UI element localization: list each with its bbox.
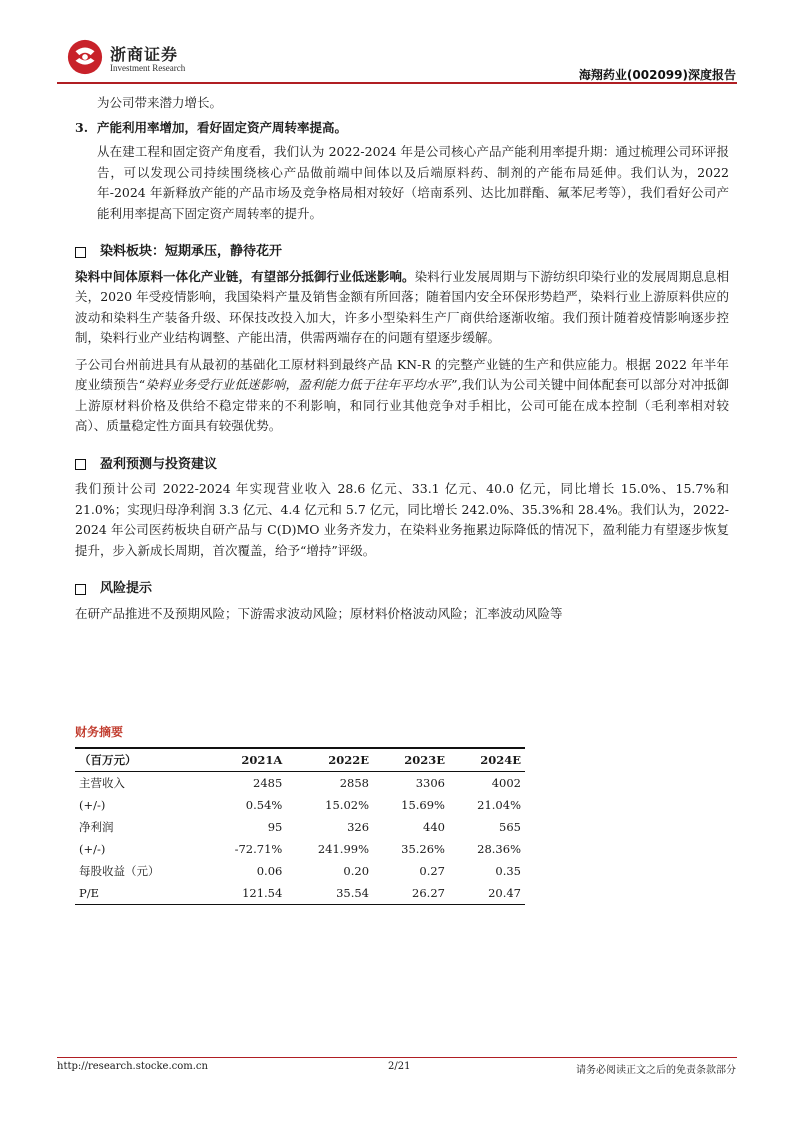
section-title: 风险提示 <box>100 581 153 596</box>
section-title: 盈利预测与投资建议 <box>100 456 218 472</box>
section-heading-dye <box>75 242 729 263</box>
checkbox-bullet-icon <box>75 459 86 470</box>
table-cell: 35.54 <box>286 882 373 905</box>
header-cell: 2021A <box>205 748 287 772</box>
table-cell: 2858 <box>339 776 370 790</box>
checkbox-bullet-icon <box>75 584 86 595</box>
table-row <box>75 816 525 838</box>
logo-english-name: Investment Research <box>110 63 186 73</box>
header-cell: 2024E <box>449 748 525 772</box>
table-row <box>75 838 525 860</box>
table-cell: (+/-) <box>79 798 106 812</box>
dye-paragraph-1 <box>75 267 729 349</box>
header-cell: 2022E <box>286 748 373 772</box>
table-cell: 每股收益（元） <box>79 864 160 878</box>
checkbox-bullet-icon <box>75 247 86 258</box>
table-cell: 4002 <box>491 776 521 790</box>
table-cell: 121.54 <box>205 882 287 905</box>
table-cell: 26.27 <box>373 882 449 905</box>
report-title: 海翔药业(002099)深度报告 <box>578 68 736 82</box>
table-cell: 3306 <box>415 776 445 790</box>
table-cell: (+/-) <box>79 842 106 856</box>
numbered-item-3 <box>75 118 729 139</box>
table-cell: -72.71% <box>234 842 283 856</box>
dye-paragraph-2 <box>75 355 729 437</box>
paragraph-text: ”,我们认为公司关键中间体配套可以部分对冲抵御上游原材料价格及供给不稳定带来的不利影响，和同行业其他竞争对手相比，公司可能在成本控制（毛利率相对较高）、质量稳定性方面具有较强优势。 <box>75 377 729 433</box>
table-cell: 21.04% <box>477 798 521 812</box>
table-cell: 440 <box>423 820 445 834</box>
table-cell: 净利润 <box>79 820 114 834</box>
item-body: 从在建工程和固定资产角度看，我们认为 2022-2024 年是公司核心产品产能利用率提升期：通过梳理公司环评报告，可以发现公司持续围绕核心产品做前端中间体以及后端原料药、制剂的产能布局延伸。我们认为，2022 年-2024 年新释放产能的产品市场及竞争格局相对较好（培南系列、达比加群酯、氟苯尼考等），我们看好公司产能利用率提高下固定资产周转率的提升。 <box>97 144 729 221</box>
quoted-forecast: 染料业务受行业低迷影响，盈利能力低于往年平均水平 <box>145 377 452 392</box>
section-title: 染料板块：短期承压，静待花开 <box>100 244 283 259</box>
forecast-paragraph: 我们预计公司 2022-2024 年实现营业收入 28.6 亿元、33.1 亿元、40.0 亿元，同比增长 15.0%、15.7%和 21.0%；实现归母净利润 3.3 亿元、4.4 亿元和 5.7 亿元，同比增长 242.0%、35.3%和 28.4%。我们认为，2022-2024 年公司医药板块自研产品与 C(D)MO 业务齐发力，在染料业务拖累边际降低的情况下，盈利能力有望逐步恢复提升，步入新成长周期，首次覆盖，给予“增持”评级。 <box>75 481 729 558</box>
financial-summary-table <box>75 747 525 905</box>
zheshang-logo-icon <box>66 38 104 76</box>
table-cell: 15.69% <box>401 798 445 812</box>
table-header-row <box>75 748 525 772</box>
table-cell: 0.20 <box>343 864 370 878</box>
section-heading-forecast <box>75 455 729 476</box>
table-cell: 95 <box>267 820 283 834</box>
paragraph-tail: 为公司带来潜力增长。 <box>97 95 223 110</box>
item-title: 产能利用率增加，看好固定资产周转率提高。 <box>97 119 348 135</box>
page-header <box>0 0 793 82</box>
table-cell: 241.99% <box>317 842 370 856</box>
header-cell: （百万元） <box>75 748 205 772</box>
section-heading-risk <box>75 579 729 600</box>
table-cell: 2485 <box>253 776 283 790</box>
table-cell: 326 <box>347 820 370 834</box>
table-cell: 0.35 <box>495 864 521 878</box>
table-cell: 主营收入 <box>79 776 125 790</box>
lead-sentence: 染料中间体原料一体化产业链，有望部分抵御行业低迷影响。 <box>75 268 415 284</box>
table-row <box>75 794 525 816</box>
page-number: 2/21 <box>388 1061 411 1072</box>
main-content <box>75 93 729 624</box>
disclaimer-note: 请务必阅读正文之后的免责条款部分 <box>576 1065 736 1076</box>
table-cell: 15.02% <box>325 798 370 812</box>
table-row <box>75 860 525 882</box>
table-cell: 0.06 <box>256 864 283 878</box>
table-cell: 0.54% <box>245 798 283 812</box>
table-cell: 565 <box>499 820 521 834</box>
table-row <box>75 772 525 795</box>
footer-divider <box>57 1057 737 1058</box>
financial-summary-title: 财务摘要 <box>75 725 124 739</box>
table-cell: 0.27 <box>419 864 445 878</box>
table-cell: 35.26% <box>401 842 445 856</box>
footer-url-link[interactable]: http://research.stocke.com.cn <box>57 1061 208 1072</box>
paragraph-text: 子公司台州前进具有从最初的基础化工原材料到最终产品 KN-R 的完整产业链的生产和供应能力。根据 2022 年半年度业绩预告“ <box>75 356 729 392</box>
table-cell: 28.36% <box>477 842 521 856</box>
table-cell: 20.47 <box>449 882 525 905</box>
table-row <box>75 882 525 905</box>
paragraph-text: 染料行业发展周期与下游纺织印染行业的发展周期息息相关，2020 年受疫情影响，我国染料产量及销售金额有所回落；随着国内安全环保形势趋严，染料行业上游原料供应的波动和染料生产装备升级、环保技改投入加大，许多小型染料生产厂商供给逐渐收缩。我们预计随着疫情影响逐步控制，染料行业产业结构调整、产能出清，供需两端存在的问题有望逐步缓解。 <box>75 268 729 345</box>
table-cell: P/E <box>75 882 205 905</box>
logo-chinese-name: 浙商证券 <box>110 45 179 64</box>
header-cell: 2023E <box>373 748 449 772</box>
item-number: 3. <box>75 119 89 135</box>
risk-paragraph: 在研产品推进不及预期风险；下游需求波动风险；原材料价格波动风险；汇率波动风险等 <box>75 605 563 621</box>
header-divider <box>57 82 737 84</box>
